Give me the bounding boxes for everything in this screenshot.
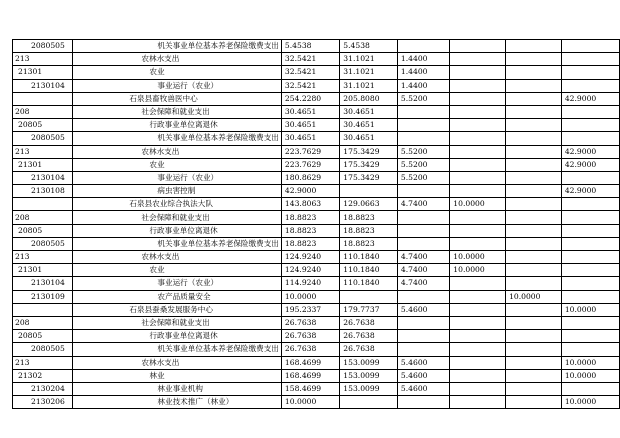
cell-value: 26.7638 bbox=[340, 316, 398, 329]
cell-value: 5.4600 bbox=[397, 382, 449, 395]
cell-value bbox=[397, 290, 449, 303]
cell-value: 10.0000 bbox=[281, 290, 339, 303]
cell-value bbox=[340, 396, 398, 409]
cell-value bbox=[506, 303, 562, 316]
cell-value bbox=[450, 277, 506, 290]
cell-value: 10.0000 bbox=[450, 198, 506, 211]
cell-value bbox=[340, 185, 398, 198]
cell-value bbox=[506, 382, 562, 395]
cell-value: 10.0000 bbox=[450, 251, 506, 264]
cell-code: 20805 bbox=[13, 224, 73, 237]
cell-value bbox=[561, 119, 619, 132]
cell-name: 事业运行（农业） bbox=[73, 171, 282, 184]
cell-value: 4.7400 bbox=[397, 264, 449, 277]
cell-value bbox=[450, 53, 506, 66]
cell-value: 26.7638 bbox=[281, 330, 339, 343]
cell-code: 213 bbox=[13, 145, 73, 158]
cell-value bbox=[450, 92, 506, 105]
cell-code: 2130204 bbox=[13, 382, 73, 395]
cell-value bbox=[450, 369, 506, 382]
cell-value bbox=[397, 132, 449, 145]
cell-value: 1.4400 bbox=[397, 53, 449, 66]
cell-value: 5.5200 bbox=[397, 158, 449, 171]
cell-code: 2080505 bbox=[13, 237, 73, 250]
cell-code: 213 bbox=[13, 251, 73, 264]
cell-value bbox=[506, 343, 562, 356]
cell-value: 31.1021 bbox=[340, 66, 398, 79]
cell-name: 机关事业单位基本养老保险缴费支出 bbox=[73, 343, 282, 356]
table-row bbox=[13, 237, 620, 250]
cell-value: 1.4400 bbox=[397, 79, 449, 92]
cell-name: 林业技术推广（林业） bbox=[73, 396, 282, 409]
cell-value: 5.4600 bbox=[397, 369, 449, 382]
cell-value: 168.4699 bbox=[281, 356, 339, 369]
cell-value: 30.4651 bbox=[281, 132, 339, 145]
cell-value bbox=[561, 264, 619, 277]
cell-value: 175.3429 bbox=[340, 158, 398, 171]
cell-value bbox=[561, 330, 619, 343]
cell-value: 4.7400 bbox=[397, 277, 449, 290]
cell-name: 农林水支出 bbox=[73, 356, 282, 369]
cell-code: 2080505 bbox=[13, 343, 73, 356]
cell-value bbox=[450, 40, 506, 53]
cell-value bbox=[397, 185, 449, 198]
cell-value bbox=[450, 303, 506, 316]
cell-code: 213 bbox=[13, 356, 73, 369]
cell-value: 5.5200 bbox=[397, 145, 449, 158]
cell-value bbox=[506, 316, 562, 329]
cell-value: 26.7638 bbox=[281, 316, 339, 329]
cell-value bbox=[506, 66, 562, 79]
table-row bbox=[13, 382, 620, 395]
cell-value: 26.7638 bbox=[281, 343, 339, 356]
table-row bbox=[13, 66, 620, 79]
cell-code bbox=[13, 92, 73, 105]
cell-value: 32.5421 bbox=[281, 79, 339, 92]
table-row bbox=[13, 132, 620, 145]
cell-value bbox=[506, 171, 562, 184]
cell-value: 5.4600 bbox=[397, 303, 449, 316]
cell-name: 机关事业单位基本养老保险缴费支出 bbox=[73, 40, 282, 53]
cell-value: 124.9240 bbox=[281, 251, 339, 264]
cell-name: 农业 bbox=[73, 66, 282, 79]
cell-value bbox=[397, 343, 449, 356]
cell-name: 林业事业机构 bbox=[73, 382, 282, 395]
cell-value: 4.7400 bbox=[397, 198, 449, 211]
cell-name: 事业运行（农业） bbox=[73, 277, 282, 290]
cell-code: 2080505 bbox=[13, 40, 73, 53]
cell-value bbox=[561, 198, 619, 211]
cell-value bbox=[397, 316, 449, 329]
cell-code: 208 bbox=[13, 105, 73, 118]
cell-name: 石泉县蚕桑发展服务中心 bbox=[73, 303, 282, 316]
cell-value bbox=[450, 145, 506, 158]
cell-value: 32.5421 bbox=[281, 53, 339, 66]
cell-value bbox=[561, 66, 619, 79]
cell-value: 10.0000 bbox=[281, 396, 339, 409]
cell-code: 21301 bbox=[13, 66, 73, 79]
cell-value: 223.7629 bbox=[281, 145, 339, 158]
cell-value: 18.8823 bbox=[281, 237, 339, 250]
cell-value bbox=[506, 79, 562, 92]
cell-code: 208 bbox=[13, 316, 73, 329]
table-row bbox=[13, 171, 620, 184]
table-row bbox=[13, 264, 620, 277]
budget-table bbox=[12, 39, 620, 409]
cell-value: 18.8823 bbox=[340, 237, 398, 250]
cell-name: 农林水支出 bbox=[73, 251, 282, 264]
cell-value bbox=[450, 158, 506, 171]
table-row bbox=[13, 356, 620, 369]
cell-value bbox=[561, 277, 619, 290]
cell-value bbox=[506, 356, 562, 369]
cell-value bbox=[450, 316, 506, 329]
cell-value bbox=[450, 66, 506, 79]
cell-code bbox=[13, 198, 73, 211]
cell-value bbox=[450, 224, 506, 237]
cell-value: 5.4538 bbox=[340, 40, 398, 53]
cell-value bbox=[506, 396, 562, 409]
cell-value bbox=[506, 237, 562, 250]
cell-code: 20805 bbox=[13, 119, 73, 132]
table-row bbox=[13, 330, 620, 343]
table-row bbox=[13, 316, 620, 329]
cell-value bbox=[397, 237, 449, 250]
cell-value: 168.4699 bbox=[281, 369, 339, 382]
cell-value bbox=[450, 105, 506, 118]
cell-value: 1.4400 bbox=[397, 66, 449, 79]
cell-code: 21301 bbox=[13, 158, 73, 171]
cell-value bbox=[450, 356, 506, 369]
cell-value bbox=[561, 132, 619, 145]
cell-code: 2130104 bbox=[13, 79, 73, 92]
cell-value bbox=[561, 343, 619, 356]
cell-value: 158.4699 bbox=[281, 382, 339, 395]
cell-value: 180.8629 bbox=[281, 171, 339, 184]
cell-value: 153.0099 bbox=[340, 369, 398, 382]
cell-value bbox=[506, 53, 562, 66]
cell-value bbox=[561, 211, 619, 224]
cell-code: 2130104 bbox=[13, 277, 73, 290]
cell-value: 195.2337 bbox=[281, 303, 339, 316]
cell-value: 143.8063 bbox=[281, 198, 339, 211]
table-row bbox=[13, 119, 620, 132]
cell-value: 32.5421 bbox=[281, 66, 339, 79]
cell-value bbox=[506, 251, 562, 264]
cell-code: 2130206 bbox=[13, 396, 73, 409]
cell-value bbox=[506, 92, 562, 105]
cell-value bbox=[450, 79, 506, 92]
cell-code: 21302 bbox=[13, 369, 73, 382]
cell-value bbox=[561, 237, 619, 250]
cell-value bbox=[506, 198, 562, 211]
cell-code: 213 bbox=[13, 53, 73, 66]
cell-name: 石泉县畜牧兽医中心 bbox=[73, 92, 282, 105]
table-row bbox=[13, 211, 620, 224]
cell-value bbox=[506, 369, 562, 382]
table-row bbox=[13, 40, 620, 53]
table-row bbox=[13, 145, 620, 158]
table-row bbox=[13, 53, 620, 66]
cell-value bbox=[506, 132, 562, 145]
cell-value bbox=[506, 330, 562, 343]
cell-value: 5.5200 bbox=[397, 92, 449, 105]
cell-value bbox=[561, 290, 619, 303]
cell-name: 社会保障和就业支出 bbox=[73, 105, 282, 118]
cell-name: 农业 bbox=[73, 264, 282, 277]
cell-value bbox=[397, 211, 449, 224]
cell-value bbox=[397, 224, 449, 237]
cell-value: 31.1021 bbox=[340, 53, 398, 66]
cell-value: 18.8823 bbox=[281, 211, 339, 224]
cell-value: 5.4600 bbox=[397, 356, 449, 369]
cell-name: 社会保障和就业支出 bbox=[73, 316, 282, 329]
table-row bbox=[13, 369, 620, 382]
cell-name: 农林水支出 bbox=[73, 145, 282, 158]
cell-code bbox=[13, 303, 73, 316]
cell-value bbox=[506, 277, 562, 290]
cell-name: 社会保障和就业支出 bbox=[73, 211, 282, 224]
cell-value bbox=[506, 158, 562, 171]
cell-value: 26.7638 bbox=[340, 330, 398, 343]
cell-value bbox=[397, 330, 449, 343]
cell-name: 农产品质量安全 bbox=[73, 290, 282, 303]
cell-value bbox=[561, 79, 619, 92]
cell-value bbox=[450, 396, 506, 409]
cell-value: 124.9240 bbox=[281, 264, 339, 277]
cell-code: 2130109 bbox=[13, 290, 73, 303]
cell-value: 114.9240 bbox=[281, 277, 339, 290]
cell-value: 31.1021 bbox=[340, 79, 398, 92]
cell-code: 21301 bbox=[13, 264, 73, 277]
cell-value bbox=[506, 224, 562, 237]
cell-value bbox=[450, 237, 506, 250]
cell-value bbox=[450, 185, 506, 198]
cell-value: 42.9000 bbox=[281, 185, 339, 198]
cell-value: 18.8823 bbox=[340, 224, 398, 237]
cell-value: 110.1840 bbox=[340, 251, 398, 264]
cell-value bbox=[450, 171, 506, 184]
cell-value bbox=[450, 211, 506, 224]
cell-value bbox=[506, 105, 562, 118]
cell-value bbox=[450, 330, 506, 343]
cell-value bbox=[506, 211, 562, 224]
table-row bbox=[13, 396, 620, 409]
cell-value: 10.0000 bbox=[561, 303, 619, 316]
table-row bbox=[13, 198, 620, 211]
cell-value bbox=[397, 105, 449, 118]
cell-name: 农业 bbox=[73, 158, 282, 171]
cell-value: 153.0099 bbox=[340, 382, 398, 395]
cell-value bbox=[450, 132, 506, 145]
table-row bbox=[13, 185, 620, 198]
cell-value bbox=[561, 382, 619, 395]
cell-value bbox=[450, 119, 506, 132]
cell-value: 30.4651 bbox=[281, 119, 339, 132]
cell-name: 行政事业单位离退休 bbox=[73, 330, 282, 343]
cell-value: 42.9000 bbox=[561, 145, 619, 158]
cell-value: 10.0000 bbox=[450, 264, 506, 277]
cell-value: 42.9000 bbox=[561, 158, 619, 171]
cell-name: 事业运行（农业） bbox=[73, 79, 282, 92]
cell-value: 30.4651 bbox=[340, 105, 398, 118]
cell-value: 18.8823 bbox=[340, 211, 398, 224]
cell-value: 42.9000 bbox=[561, 185, 619, 198]
cell-value bbox=[506, 40, 562, 53]
cell-value: 205.8080 bbox=[340, 92, 398, 105]
cell-code: 208 bbox=[13, 211, 73, 224]
cell-value bbox=[450, 382, 506, 395]
cell-value bbox=[506, 119, 562, 132]
table-body bbox=[13, 40, 620, 409]
cell-code: 2080505 bbox=[13, 132, 73, 145]
table-row bbox=[13, 290, 620, 303]
cell-name: 机关事业单位基本养老保险缴费支出 bbox=[73, 237, 282, 250]
cell-value bbox=[397, 40, 449, 53]
table-row bbox=[13, 303, 620, 316]
cell-name: 行政事业单位离退休 bbox=[73, 224, 282, 237]
cell-value bbox=[450, 290, 506, 303]
cell-code: 2130108 bbox=[13, 185, 73, 198]
cell-value: 5.4538 bbox=[281, 40, 339, 53]
cell-value bbox=[561, 53, 619, 66]
cell-value: 10.0000 bbox=[506, 290, 562, 303]
cell-value: 42.9000 bbox=[561, 92, 619, 105]
cell-value: 175.3429 bbox=[340, 145, 398, 158]
cell-name: 行政事业单位离退休 bbox=[73, 119, 282, 132]
cell-value bbox=[561, 251, 619, 264]
cell-value bbox=[340, 290, 398, 303]
cell-value: 26.7638 bbox=[340, 343, 398, 356]
cell-value: 129.0663 bbox=[340, 198, 398, 211]
cell-name: 石泉县农业综合执法大队 bbox=[73, 198, 282, 211]
cell-value: 175.3429 bbox=[340, 171, 398, 184]
cell-value: 30.4651 bbox=[340, 132, 398, 145]
cell-value bbox=[397, 119, 449, 132]
cell-name: 病虫害控制 bbox=[73, 185, 282, 198]
table-row bbox=[13, 79, 620, 92]
table-row bbox=[13, 251, 620, 264]
cell-value: 153.0099 bbox=[340, 356, 398, 369]
cell-value bbox=[561, 316, 619, 329]
table-row bbox=[13, 158, 620, 171]
cell-value bbox=[506, 264, 562, 277]
table-row bbox=[13, 343, 620, 356]
cell-value bbox=[506, 145, 562, 158]
cell-value: 110.1840 bbox=[340, 264, 398, 277]
cell-value: 4.7400 bbox=[397, 251, 449, 264]
cell-name: 机关事业单位基本养老保险缴费支出 bbox=[73, 132, 282, 145]
cell-value bbox=[561, 224, 619, 237]
cell-value: 30.4651 bbox=[340, 119, 398, 132]
table-row bbox=[13, 224, 620, 237]
cell-value bbox=[561, 171, 619, 184]
cell-code: 2130104 bbox=[13, 171, 73, 184]
cell-value: 5.5200 bbox=[397, 171, 449, 184]
cell-value bbox=[506, 185, 562, 198]
cell-value bbox=[561, 40, 619, 53]
cell-value: 10.0000 bbox=[561, 356, 619, 369]
table-row bbox=[13, 92, 620, 105]
cell-value: 254.2280 bbox=[281, 92, 339, 105]
cell-name: 农林水支出 bbox=[73, 53, 282, 66]
table-row bbox=[13, 277, 620, 290]
cell-value bbox=[397, 396, 449, 409]
cell-value: 30.4651 bbox=[281, 105, 339, 118]
cell-name: 林业 bbox=[73, 369, 282, 382]
cell-value: 10.0000 bbox=[561, 369, 619, 382]
cell-code: 20805 bbox=[13, 330, 73, 343]
cell-value bbox=[561, 105, 619, 118]
cell-value bbox=[450, 343, 506, 356]
table-row bbox=[13, 105, 620, 118]
cell-value: 18.8823 bbox=[281, 224, 339, 237]
cell-value: 10.0000 bbox=[561, 396, 619, 409]
cell-value: 223.7629 bbox=[281, 158, 339, 171]
cell-value: 110.1840 bbox=[340, 277, 398, 290]
cell-value: 179.7737 bbox=[340, 303, 398, 316]
